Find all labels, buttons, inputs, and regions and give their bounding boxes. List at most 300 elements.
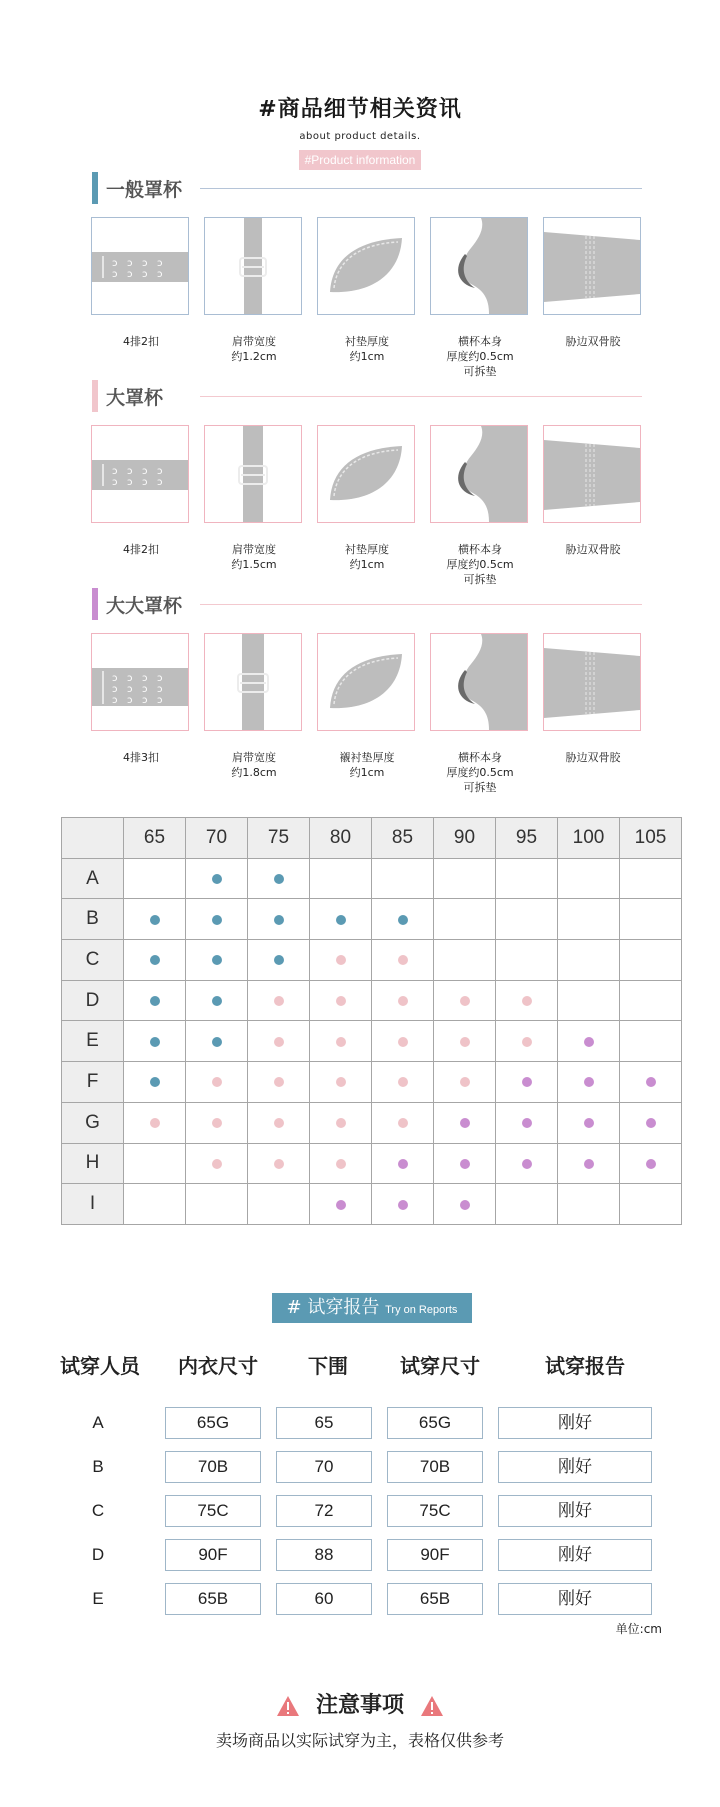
- availability-dot: [274, 915, 284, 925]
- availability-dot: [398, 1118, 408, 1128]
- notice-heading: [0, 1688, 720, 1719]
- caption-line: 胁边双骨胶: [565, 543, 621, 556]
- size-cell: [310, 1102, 372, 1143]
- hook-eye-clasp-icon: [91, 425, 189, 523]
- product-info-badge: #Product information: [299, 150, 422, 170]
- svg-text:ɔ: ɔ: [157, 477, 163, 488]
- cup-icon: [430, 425, 528, 523]
- availability-dot: [336, 996, 346, 1006]
- availability-dot: [460, 1118, 470, 1128]
- detail-tiles: [0, 425, 720, 525]
- hook-band-shape: [92, 668, 188, 706]
- report-value-cell: 90F: [387, 1539, 483, 1571]
- report-value-cell: 刚好: [498, 1495, 652, 1527]
- try-on-title: # 试穿报告: [286, 1297, 380, 1318]
- svg-text:ɔ: ɔ: [112, 258, 118, 269]
- size-cell: [434, 1021, 496, 1062]
- svg-text:ɔ: ɔ: [112, 269, 118, 280]
- svg-text:ɔ: ɔ: [157, 684, 163, 695]
- caption-line: 可拆垫: [463, 781, 497, 794]
- svg-text:ɔ: ɔ: [142, 466, 148, 477]
- size-cell: [620, 899, 682, 940]
- svg-text:ɔ: ɔ: [112, 673, 118, 684]
- caption-line: 厚度约0.5cm: [446, 350, 514, 363]
- availability-dot: [150, 1118, 160, 1128]
- hook-band-shape: [92, 252, 188, 282]
- svg-text:ɔ: ɔ: [127, 684, 133, 695]
- availability-dot: [646, 1159, 656, 1169]
- size-cell: [558, 1143, 620, 1184]
- caption-line: 横杯本身: [458, 543, 502, 556]
- svg-text:ɔ: ɔ: [127, 477, 133, 488]
- size-cell: [496, 899, 558, 940]
- size-cell: [186, 899, 248, 940]
- report-value-cell: 70B: [387, 1451, 483, 1483]
- size-cell: [434, 1102, 496, 1143]
- page-subtitle: about product details.: [299, 131, 421, 142]
- cup-size-header: I: [62, 1184, 124, 1225]
- section-title: 一般罩杯: [106, 179, 183, 201]
- hook-eye-clasp-icon: [91, 217, 189, 315]
- availability-dot: [460, 1200, 470, 1210]
- section-2: [0, 380, 720, 586]
- availability-dot: [584, 1159, 594, 1169]
- report-value-cell: 70: [276, 1451, 372, 1483]
- svg-text:ɔ: ɔ: [127, 695, 133, 706]
- page-title: #商品细节相关资讯: [258, 97, 462, 122]
- size-cell: [372, 1143, 434, 1184]
- size-cell: [620, 1021, 682, 1062]
- report-value-cell: 60: [276, 1583, 372, 1615]
- availability-dot: [212, 1159, 222, 1169]
- band-size-header: 70: [186, 818, 248, 859]
- size-cell: [558, 1021, 620, 1062]
- hook-eye-clasp-icon: [91, 633, 189, 731]
- caption-line: 可拆垫: [463, 573, 497, 586]
- size-cell: [186, 858, 248, 899]
- availability-dot: [460, 1037, 470, 1047]
- size-cell: [496, 1143, 558, 1184]
- cup-size-header: E: [62, 1021, 124, 1062]
- svg-text:ɔ: ɔ: [127, 673, 133, 684]
- size-cell: [620, 1143, 682, 1184]
- size-cell: [124, 858, 186, 899]
- cup-size-header: C: [62, 940, 124, 981]
- caption-line: 约1.8cm: [231, 766, 277, 779]
- size-cell: [496, 858, 558, 899]
- svg-text:ɔ: ɔ: [127, 269, 133, 280]
- svg-text:ɔ: ɔ: [142, 477, 148, 488]
- svg-text:ɔ: ɔ: [142, 695, 148, 706]
- caption-line: 厚度约0.5cm: [446, 766, 514, 779]
- availability-dot: [150, 915, 160, 925]
- report-value-cell: 88: [276, 1539, 372, 1571]
- detail-caption: [533, 542, 653, 557]
- availability-dot: [150, 1037, 160, 1047]
- report-value-cell: 刚好: [498, 1583, 652, 1615]
- size-cell: [186, 1102, 248, 1143]
- size-cell: [248, 940, 310, 981]
- report-value-cell: 65B: [387, 1583, 483, 1615]
- detail-caption: [194, 334, 314, 364]
- size-cell: [186, 1143, 248, 1184]
- side-bone-icon: [543, 633, 641, 731]
- shoulder-strap-icon: [204, 425, 302, 523]
- availability-dot: [212, 1118, 222, 1128]
- detail-tiles: [0, 217, 720, 317]
- size-cell: [124, 1184, 186, 1225]
- cup-size-header: H: [62, 1143, 124, 1184]
- svg-text:ɔ: ɔ: [142, 673, 148, 684]
- size-cell: [310, 1062, 372, 1103]
- caption-line: 约1.5cm: [231, 558, 277, 571]
- availability-dot: [522, 1077, 532, 1087]
- availability-dot: [584, 1077, 594, 1087]
- svg-text:ɔ: ɔ: [142, 684, 148, 695]
- svg-text:ɔ: ɔ: [157, 695, 163, 706]
- availability-dot: [212, 996, 222, 1006]
- section-title: 大大罩杯: [106, 595, 183, 617]
- caption-line: 4排2扣: [123, 543, 159, 556]
- availability-dot: [398, 915, 408, 925]
- caption-line: 4排3扣: [123, 751, 159, 764]
- size-cell: [434, 858, 496, 899]
- report-value-cell: 刚好: [498, 1539, 652, 1571]
- report-column-header: 试穿尺寸: [400, 1354, 480, 1378]
- size-cell: [372, 940, 434, 981]
- caption-line: 横杯本身: [458, 335, 502, 348]
- availability-dot: [398, 1159, 408, 1169]
- availability-dot: [212, 1077, 222, 1087]
- cup-size-header: F: [62, 1062, 124, 1103]
- size-cell: [248, 1102, 310, 1143]
- report-value-cell: 刚好: [498, 1407, 652, 1439]
- svg-text:ɔ: ɔ: [127, 466, 133, 477]
- size-cell: [372, 858, 434, 899]
- availability-dot: [336, 1037, 346, 1047]
- band-size-header: 85: [372, 818, 434, 859]
- caption-line: 可拆垫: [463, 365, 497, 378]
- availability-dot: [212, 1037, 222, 1047]
- size-cell: [124, 980, 186, 1021]
- tester-name: B: [92, 1457, 104, 1476]
- availability-dot: [584, 1037, 594, 1047]
- availability-dot: [522, 1037, 532, 1047]
- report-column-header: 试穿报告: [545, 1354, 625, 1378]
- caption-line: 约1cm: [349, 350, 385, 363]
- table-row: [62, 980, 682, 1021]
- band-size-header: 65: [124, 818, 186, 859]
- size-cell: [558, 1102, 620, 1143]
- size-header-row: [62, 818, 682, 859]
- band-size-header: 100: [558, 818, 620, 859]
- availability-dot: [398, 1037, 408, 1047]
- padding-icon: [317, 633, 415, 731]
- availability-dot: [460, 1077, 470, 1087]
- availability-dot: [274, 955, 284, 965]
- section-accent-bar: [92, 172, 98, 204]
- size-cell: [496, 1062, 558, 1103]
- availability-dot: [150, 955, 160, 965]
- section-header: [92, 172, 642, 204]
- availability-dot: [212, 874, 222, 884]
- cup-size-header: A: [62, 858, 124, 899]
- svg-text:ɔ: ɔ: [157, 269, 163, 280]
- detail-tiles: [0, 633, 720, 733]
- size-cell: [372, 899, 434, 940]
- size-cell: [496, 1102, 558, 1143]
- shoulder-strap-icon: [204, 217, 302, 315]
- detail-caption: [307, 542, 427, 572]
- availability-dot: [398, 996, 408, 1006]
- svg-text:ɔ: ɔ: [157, 258, 163, 269]
- section-title: 大罩杯: [106, 387, 164, 409]
- availability-dot: [274, 1037, 284, 1047]
- band-size-header: 95: [496, 818, 558, 859]
- section-accent-bar: [92, 380, 98, 412]
- availability-dot: [398, 1077, 408, 1087]
- availability-dot: [274, 1077, 284, 1087]
- size-cell: [496, 940, 558, 981]
- table-row: [62, 1143, 682, 1184]
- size-cell: [434, 980, 496, 1021]
- availability-dot: [150, 996, 160, 1006]
- try-on-title-en: Try on Reports: [385, 1304, 458, 1316]
- size-cell: [124, 1021, 186, 1062]
- report-value-cell: 70B: [165, 1451, 261, 1483]
- side-bone-icon: [543, 425, 641, 523]
- size-cell: [186, 980, 248, 1021]
- size-cell: [620, 980, 682, 1021]
- detail-caption: [194, 542, 314, 572]
- availability-dot: [336, 1077, 346, 1087]
- size-cell: [124, 1143, 186, 1184]
- cup-icon: [430, 217, 528, 315]
- availability-dot: [274, 996, 284, 1006]
- caption-line: 肩带宽度: [232, 543, 276, 556]
- size-cell: [496, 1021, 558, 1062]
- section-header: [92, 380, 642, 412]
- availability-dot: [336, 955, 346, 965]
- notice-title: 注意事项: [315, 1693, 404, 1718]
- report-value-cell: 刚好: [498, 1451, 652, 1483]
- detail-caption: [420, 334, 540, 379]
- caption-line: 衬垫厚度: [345, 543, 389, 556]
- availability-dot: [646, 1118, 656, 1128]
- detail-caption: [420, 750, 540, 795]
- caption-line: 肩带宽度: [232, 335, 276, 348]
- section-divider: [200, 604, 642, 605]
- padding-icon: [317, 425, 415, 523]
- size-cell: [248, 899, 310, 940]
- caption-line: 4排2扣: [123, 335, 159, 348]
- report-column-header: 下围: [308, 1354, 348, 1378]
- svg-text:ɔ: ɔ: [142, 269, 148, 280]
- size-cell: [496, 1184, 558, 1225]
- availability-dot: [274, 1159, 284, 1169]
- tester-name: C: [91, 1501, 105, 1520]
- size-cell: [248, 1143, 310, 1184]
- size-cell: [310, 940, 372, 981]
- size-cell: [372, 1062, 434, 1103]
- detail-caption: [533, 750, 653, 765]
- size-cell: [124, 940, 186, 981]
- size-cell: [372, 1021, 434, 1062]
- size-cell: [124, 1102, 186, 1143]
- svg-text:ɔ: ɔ: [142, 258, 148, 269]
- detail-caption: [307, 750, 427, 780]
- size-cell: [496, 980, 558, 1021]
- section-divider: [200, 188, 642, 189]
- detail-caption: [81, 542, 201, 557]
- padding-icon: [317, 217, 415, 315]
- size-cell: [558, 858, 620, 899]
- table-row: [62, 858, 682, 899]
- size-cell: [620, 1102, 682, 1143]
- size-cell: [434, 1184, 496, 1225]
- availability-dot: [274, 1118, 284, 1128]
- size-cell: [186, 1021, 248, 1062]
- report-value-cell: 65: [276, 1407, 372, 1439]
- size-cell: [558, 1062, 620, 1103]
- size-cell: [248, 1021, 310, 1062]
- unit-label: 单位:cm: [615, 1622, 662, 1636]
- caption-line: 横杯本身: [458, 751, 502, 764]
- table-row: [62, 940, 682, 981]
- shoulder-strap-icon: [204, 633, 302, 731]
- size-cell: [372, 980, 434, 1021]
- caption-line: 襯衬垫厚度: [339, 751, 395, 764]
- size-cell: [558, 940, 620, 981]
- availability-dot: [212, 915, 222, 925]
- size-cell: [310, 1021, 372, 1062]
- size-cell: [186, 940, 248, 981]
- detail-caption: [307, 334, 427, 364]
- size-cell: [248, 1184, 310, 1225]
- tester-name: A: [92, 1413, 104, 1432]
- table-row: [62, 1184, 682, 1225]
- svg-text:ɔ: ɔ: [112, 695, 118, 706]
- size-cell: [310, 1184, 372, 1225]
- report-value-cell: 75C: [387, 1495, 483, 1527]
- availability-dot: [460, 996, 470, 1006]
- band-size-header: 105: [620, 818, 682, 859]
- detail-caption: [81, 334, 201, 349]
- size-cell: [186, 1184, 248, 1225]
- size-cell: [186, 1062, 248, 1103]
- warning-icon: [420, 1695, 444, 1717]
- report-column-header: 内衣尺寸: [178, 1354, 258, 1378]
- size-cell: [124, 899, 186, 940]
- report-column-header: 试穿人员: [60, 1354, 140, 1378]
- availability-dot: [336, 1159, 346, 1169]
- tester-name: D: [91, 1545, 105, 1564]
- size-cell: [372, 1102, 434, 1143]
- availability-dot: [584, 1118, 594, 1128]
- caption-line: 约1cm: [349, 766, 385, 779]
- side-bone-icon: [543, 217, 641, 315]
- size-cell: [558, 1184, 620, 1225]
- availability-dot: [460, 1159, 470, 1169]
- size-cell: [620, 940, 682, 981]
- caption-line: 厚度约0.5cm: [446, 558, 514, 571]
- table-row: [62, 1021, 682, 1062]
- report-value-cell: 90F: [165, 1539, 261, 1571]
- detail-caption: [420, 542, 540, 587]
- size-cell: [248, 980, 310, 1021]
- availability-dot: [336, 1118, 346, 1128]
- size-cell: [310, 980, 372, 1021]
- size-cell: [434, 940, 496, 981]
- band-size-header: 75: [248, 818, 310, 859]
- availability-dot: [398, 955, 408, 965]
- size-cell: [310, 1143, 372, 1184]
- report-value-cell: 65B: [165, 1583, 261, 1615]
- size-cell: [248, 1062, 310, 1103]
- table-corner: [62, 818, 124, 859]
- hook-band-shape: [92, 460, 188, 490]
- notice-text: 卖场商品以实际试穿为主，表格仅供参考: [215, 1731, 504, 1750]
- size-cell: [434, 1062, 496, 1103]
- section-accent-bar: [92, 588, 98, 620]
- table-row: [62, 1062, 682, 1103]
- size-cell: [434, 1143, 496, 1184]
- availability-dot: [274, 874, 284, 884]
- detail-caption: [533, 334, 653, 349]
- tester-name: E: [92, 1589, 104, 1608]
- svg-text:ɔ: ɔ: [112, 477, 118, 488]
- detail-caption: [194, 750, 314, 780]
- availability-dot: [336, 915, 346, 925]
- report-value-cell: 65G: [387, 1407, 483, 1439]
- availability-dot: [398, 1200, 408, 1210]
- band-size-header: 80: [310, 818, 372, 859]
- availability-dot: [212, 955, 222, 965]
- availability-dot: [522, 1118, 532, 1128]
- availability-dot: [150, 1077, 160, 1087]
- band-size-header: 90: [434, 818, 496, 859]
- cup-size-header: D: [62, 980, 124, 1021]
- caption-line: 衬垫厚度: [345, 335, 389, 348]
- section-3: [0, 588, 720, 794]
- svg-text:ɔ: ɔ: [157, 673, 163, 684]
- cup-size-header: G: [62, 1102, 124, 1143]
- cup-size-header: B: [62, 899, 124, 940]
- report-value-cell: 65G: [165, 1407, 261, 1439]
- size-cell: [558, 980, 620, 1021]
- svg-text:ɔ: ɔ: [112, 684, 118, 695]
- size-cell: [434, 899, 496, 940]
- svg-text:ɔ: ɔ: [157, 466, 163, 477]
- caption-line: 肩带宽度: [232, 751, 276, 764]
- section-header: [92, 588, 642, 620]
- caption-line: 胁边双骨胶: [565, 335, 621, 348]
- size-cell: [620, 858, 682, 899]
- cup-icon: [430, 633, 528, 731]
- table-row: [62, 1102, 682, 1143]
- warning-icon: [276, 1695, 300, 1717]
- caption-line: 约1.2cm: [231, 350, 277, 363]
- availability-dot: [336, 1200, 346, 1210]
- availability-dot: [522, 1159, 532, 1169]
- detail-caption: [81, 750, 201, 765]
- availability-dot: [522, 996, 532, 1006]
- report-value-cell: 72: [276, 1495, 372, 1527]
- section-1: [0, 172, 720, 378]
- svg-text:ɔ: ɔ: [112, 466, 118, 477]
- availability-dot: [646, 1077, 656, 1087]
- size-cell: [558, 899, 620, 940]
